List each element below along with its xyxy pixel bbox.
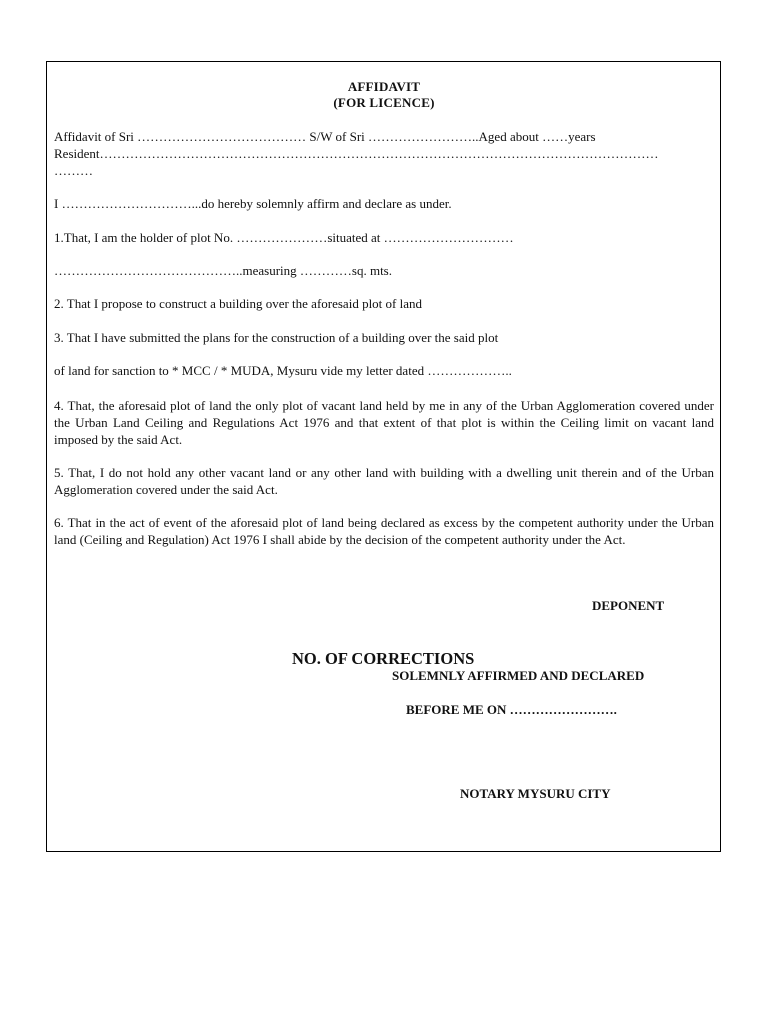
clause-6: 6. That in the act of event of the aforesaid plot of land being declared as excess by the competent authority under the Urban land (Ceiling and Regulation) Act 1976 I shall abide by the decision of the competent authority under the Act. xyxy=(54,515,714,547)
clause-3: 3. That I have submitted the plans for the construction of a building over the said plot xyxy=(54,330,499,345)
resident-continuation-line: ……… xyxy=(54,163,93,178)
corrections-label: NO. OF CORRECTIONS xyxy=(292,649,475,668)
measuring-line: ……………………………………..measuring …………sq. mts. xyxy=(54,263,392,278)
document-frame xyxy=(46,61,721,852)
clause-2: 2. That I propose to construct a building over the aforesaid plot of land xyxy=(54,296,422,311)
declaration-line: I …………………………...do hereby solemnly affirm and declare as under. xyxy=(54,196,452,211)
plot-holder-line: 1.That, I am the holder of plot No. …………………situated at ………………………… xyxy=(54,230,514,245)
clause-4: 4. That, the aforesaid plot of land the only plot of vacant land held by me in any of the Urban Agglomeration covered under the Urban Land Ceiling and Regulations Act 1976 and that extent of that plot is within the Ceiling limit on vacant land imposed by the said Act. xyxy=(54,398,714,447)
deponent-label: DEPONENT xyxy=(592,598,665,613)
document-subtitle: (FOR LICENCE) xyxy=(333,95,435,110)
solemnly-affirmed-label: SOLEMNLY AFFIRMED AND DECLARED xyxy=(392,668,645,683)
notary-label: NOTARY MYSURU CITY xyxy=(460,786,611,801)
affidavit-of-line: Affidavit of Sri ………………………………… S/W of Sri ……………………..Aged about ……years xyxy=(54,129,596,144)
before-me-label: BEFORE ME ON ……………………. xyxy=(406,702,617,717)
resident-line: Resident………………………………………………………………………………………………………………… xyxy=(54,146,659,161)
document-title: AFFIDAVIT xyxy=(347,79,421,94)
clause-5: 5. That, I do not hold any other vacant land or any other land with building with a dwelling unit therein and of the Urban Agglomeration covered under the said Act. xyxy=(54,465,714,497)
clause-3-continuation: of land for sanction to * MCC / * MUDA, Mysuru vide my letter dated ……………….. xyxy=(54,363,512,378)
